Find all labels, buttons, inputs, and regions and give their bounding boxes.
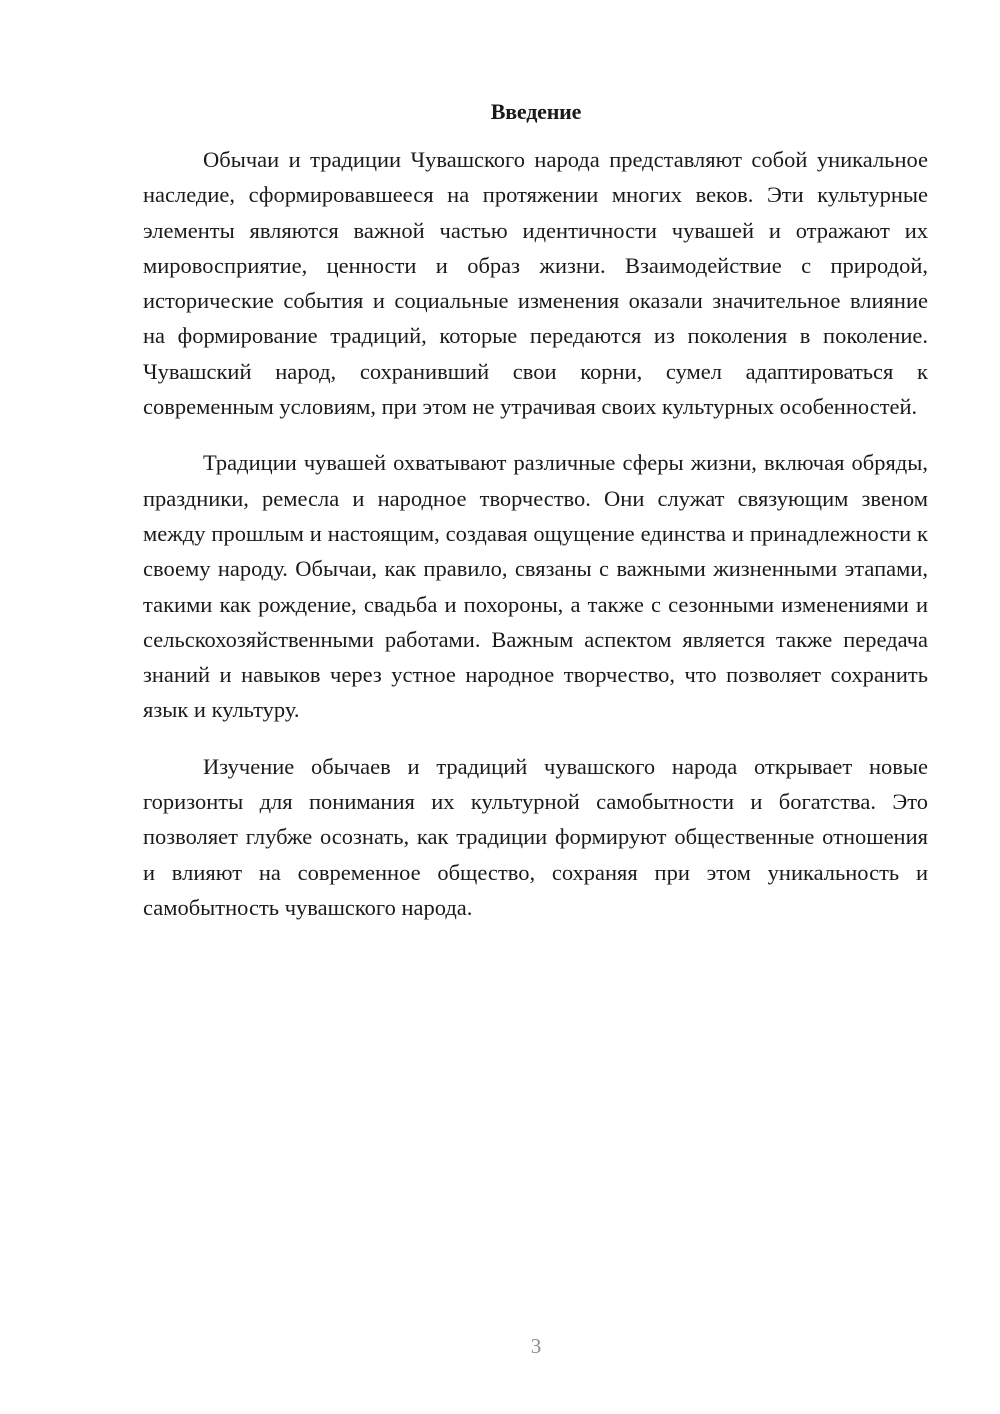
paragraph-2: Традиции чувашей охватывают различные сферы жизни, включая обряды, праздники, ремесла и народное творчество. Они служат связующим звеном между прошлым и настоящим, создавая ощущение единства и принадлежности к своему народу. Обычаи, как правило, связаны с важными жизненными этапами, такими как рождение, свадьба и похороны, а также с сезонными изменениями и сельскохозяйственными работами. Важным аспектом является также передача знаний и навыков через устное народное творчество, что позволяет сохранить язык и культуру. [143,450,928,723]
document-body [143,142,928,946]
page-title: Введение [490,99,582,124]
paragraph-3: Изучение обычаев и традиций чувашского народа открывает новые горизонты для понимания их культурной самобытности и богатства. Это позволяет глубже осознать, как традиции формируют общественные отношения и влияют на современное общество, сохраняя при этом уникальность и самобытность чувашского народа. [143,753,928,920]
paragraph-1: Обычаи и традиции Чувашского народа представляют собой уникальное наследие, сформировавшееся на протяжении многих веков. Эти культурные элементы являются важной частью идентичности чувашей и отражают их мировосприятие, ценности и образ жизни. Взаимодействие с природой, исторические события и социальные изменения оказали значительное влияние на формирование традиций, которые передаются из поколения в поколение. Чувашский народ, сохранивший свои корни, сумел адаптироваться к современным условиям, при этом не утрачивая своих культурных особенностей. [143,147,928,420]
page-number: 3 [530,1334,542,1358]
